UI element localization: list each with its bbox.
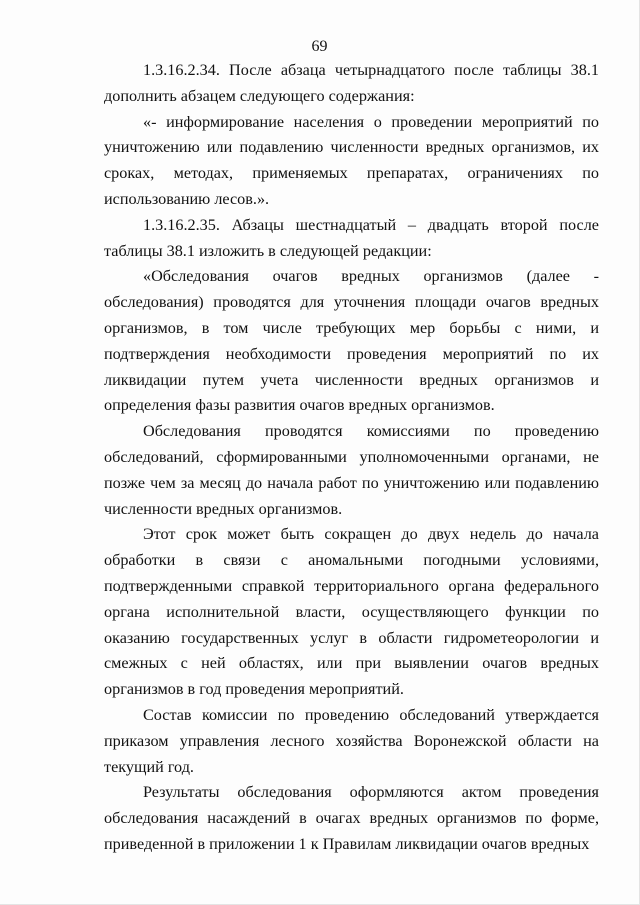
paragraph-quoted-informing: «- информирование населения о проведении мероприятий по уничтожению или подавлению численности вредных организмов, их сроках, методах, применяемых препаратах, ограничениях по использованию лесов.». <box>104 112 599 208</box>
page-number: 69 <box>311 38 328 55</box>
paragraph-surveys-purpose: «Обследования очагов вредных организмов (далее - обследования) проводятся для уточнения площади очагов вредных организмов, в том числе требующих мер борьбы с ними, и подтверждения необходимости проведения мероприятий по их ликвидации путем учета численности вредных организмов и определения фазы развития очагов вредных организмов. <box>104 267 599 415</box>
paragraph-surveys-commissions: Обследования проводятся комиссиями по проведению обследований, сформированными уполномоченными органами, не позже чем за месяц до начала работ по уничтожению или подавлению численности вредных организмов. <box>104 422 599 518</box>
paragraph-survey-results: Результаты обследования оформляются актом проведения обследования насаждений в очагах вредных организмов по форме, приведенной в приложении 1 к Правилам ликвидации очагов вредных <box>104 783 599 853</box>
paragraph-commission-composition: Состав комиссии по проведению обследований утверждается приказом управления лесного хозяйства Воронежской области на текущий год. <box>104 705 599 776</box>
document-body <box>104 58 599 858</box>
paragraph-amendment-35: 1.3.16.2.35. Абзацы шестнадцатый – двадцать второй после таблицы 38.1 изложить в следующей редакции: <box>104 215 599 260</box>
paragraph-amendment-34: 1.3.16.2.34. После абзаца четырнадцатого после таблицы 38.1 дополнить абзацем следующего содержания: <box>104 61 599 105</box>
paragraph-term-reduction: Этот срок может быть сокращен до двух недель до начала обработки в связи с аномальными погодными условиями, подтвержденными справкой территориального органа федерального органа исполнительной власти, осуществляющего функции по оказанию государственных услуг в области гидрометеорологии и смежных с ней областях, или при выявлении очагов вредных организмов в год проведения мероприятий. <box>104 525 599 699</box>
